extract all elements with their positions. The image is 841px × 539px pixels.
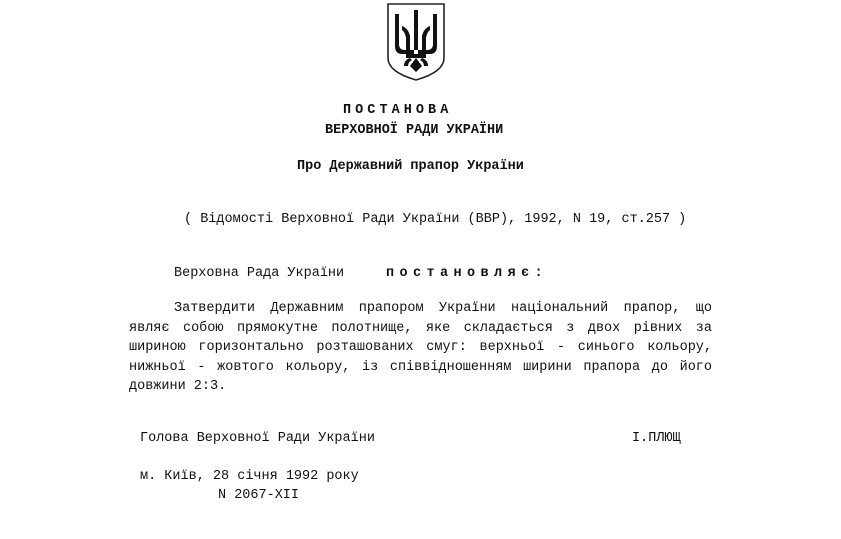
resolution-word: постановляє: [386, 266, 549, 281]
resolution-lead: Верховна Рада України [174, 266, 345, 281]
document-body [129, 299, 712, 397]
document-title: Про Державний прапор України [297, 159, 524, 174]
document-type: ПОСТАНОВА [343, 103, 453, 118]
signatory-name: І.ПЛЮЩ [632, 431, 681, 446]
document-source-citation: ( Відомості Верховної Ради України (ВВР), 1992, N 19, ст.257 ) [184, 212, 687, 227]
document-issuer: ВЕРХОВНОЇ РАДИ УКРАЇНИ [325, 123, 504, 138]
body-paragraph: Затвердити Державним прапором України національний прапор, що являє собою прямокутне полотнище, яке складається з двох рівних за шириною горизонтально розташованих смуг: верхньої - синього кольору, нижньої - жовтого кольору, із співвідношенням ширини прапора до його довжини 2:3. [129, 301, 712, 394]
document-number: N 2067-XII [218, 488, 300, 503]
signatory-title: Голова Верховної Ради України [140, 431, 375, 446]
coat-of-arms-tryzub-icon [386, 2, 446, 82]
place-and-date: м. Київ, 28 січня 1992 року [140, 469, 359, 484]
